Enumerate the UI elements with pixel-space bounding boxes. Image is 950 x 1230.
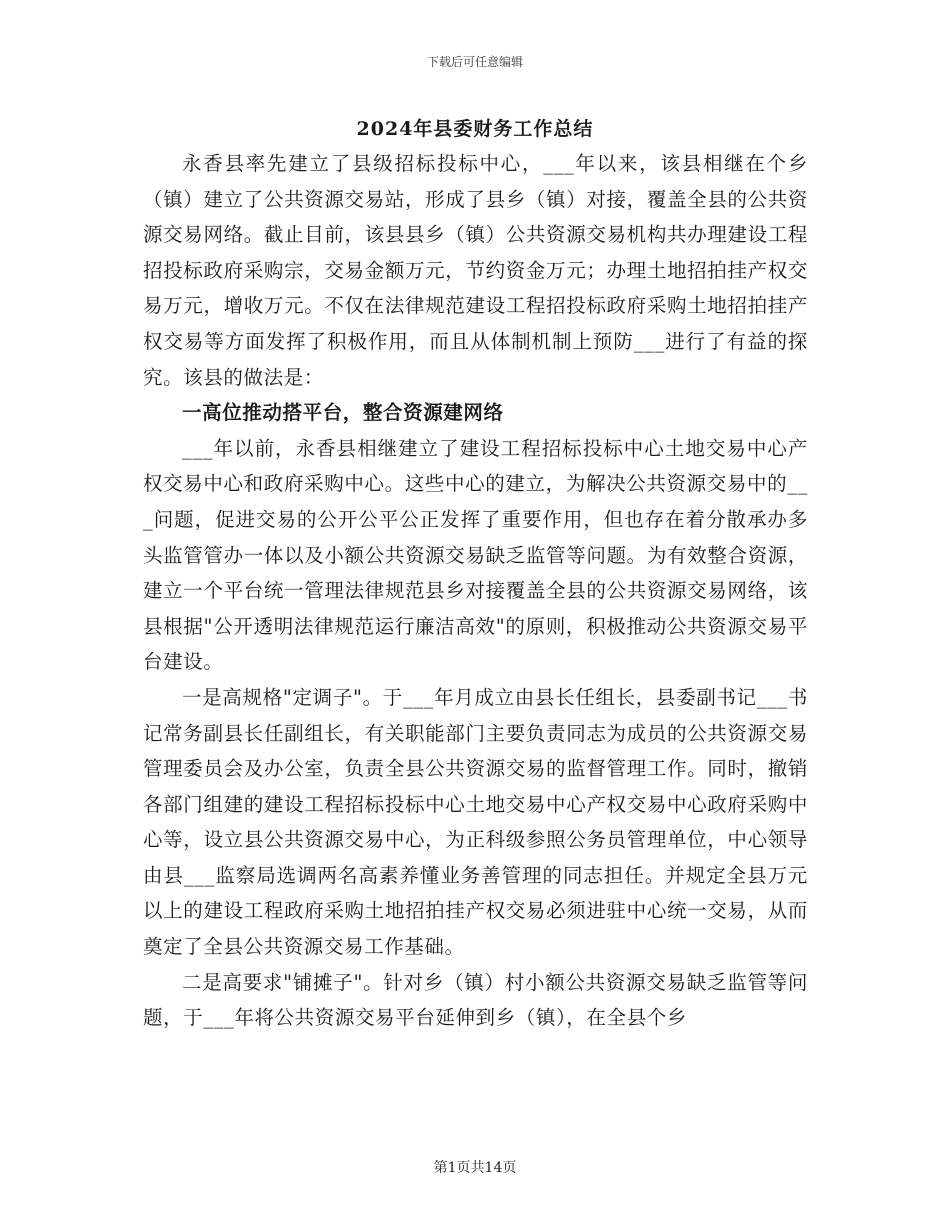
paragraph-background: ___年以前，永香县相继建立了建设工程招标投标中心土地交易中心产权交易中心和政府采购中心。这些中心的建立，为解决公共资源交易中的___问题，促进交易的公开公平公正发挥了重要作用，但也存在着分散承办多头监管管办一体以及小额公共资源交易缺乏监管等问题。为有效整合资源，建立一个平台统一管理法律规范县乡对接覆盖全县的公共资源交易网络，该县根据"公开透明法律规范运行廉洁高效"的原则，积极推动公共资源交易平台建设。 xyxy=(143,436,808,674)
page-footer-number: 第1页共14页 xyxy=(433,1160,517,1176)
document-title: 2024年县委财务工作总结 xyxy=(356,118,594,140)
paragraph-point-two: 二是高要求"铺摊子"。针对乡（镇）村小额公共资源交易缺乏监管等问题，于___年将公共资源交易平台延伸到乡（镇），在全县个乡 xyxy=(143,970,808,1030)
section-heading: 一高位推动搭平台，整合资源建网络 xyxy=(182,401,504,425)
page-header-note: 下载后可任意编辑 xyxy=(426,55,523,69)
document-body xyxy=(143,146,808,1036)
paragraph-intro: 永香县率先建立了县级招标投标中心，___年以来，该县相继在个乡（镇）建立了公共资源交易站，形成了县乡（镇）对接，覆盖全县的公共资源交易网络。截止目前，该县县乡（镇）公共资源交易机构共办理建设工程招投标政府采购宗，交易金额万元，节约资金万元；办理土地招拍挂产权交易万元，增收万元。不仅在法律规范建设工程招投标政府采购土地招拍挂产权交易等方面发挥了积极作用，而且从体制机制上预防___进行了有益的探究。该县的做法是： xyxy=(143,152,808,389)
paragraph-point-one: 一是高规格"定调子"。于___年月成立由县长任组长，县委副书记___书记常务副县长任副组长，有关职能部门主要负责同志为成员的公共资源交易管理委员会及办公室，负责全县公共资源交易的监督管理工作。同时，撤销各部门组建的建设工程招标投标中心土地交易中心产权交易中心政府采购中心等，设立县公共资源交易中心，为正科级参照公务员管理单位，中心领导由县___监察局选调两名高素养懂业务善管理的同志担任。并规定全县万元以上的建设工程政府采购土地招拍挂产权交易必须进驻中心统一交易，从而奠定了全县公共资源交易工作基础。 xyxy=(143,685,808,959)
